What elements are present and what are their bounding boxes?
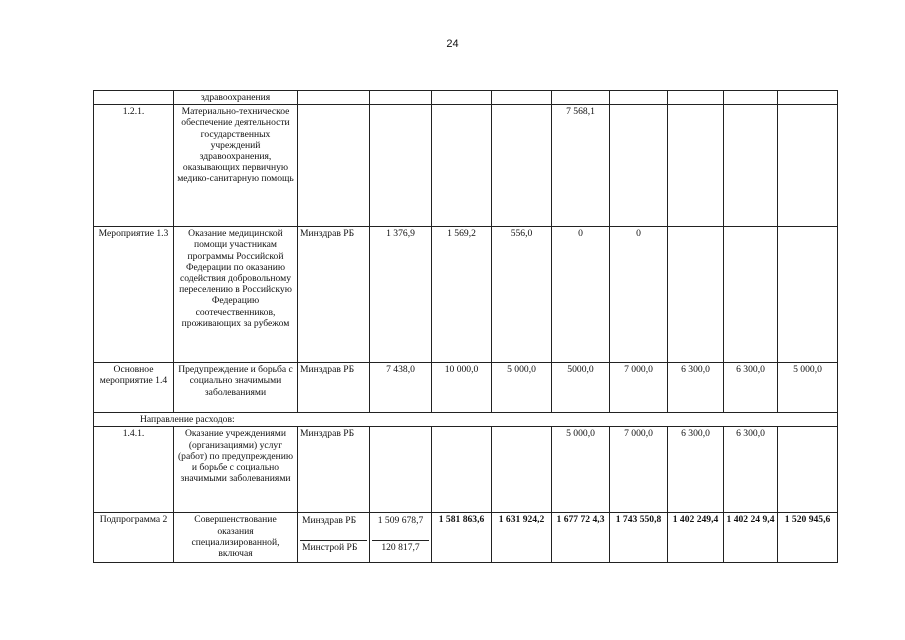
table-row <box>94 91 838 105</box>
page-number: 24 <box>446 38 459 50</box>
value-cell <box>370 427 432 513</box>
row-id <box>94 91 174 105</box>
value-cell: 1 402 24 9,4 <box>724 513 778 563</box>
row-executor <box>298 105 370 227</box>
table-row <box>94 427 838 513</box>
value-cell: 1 509 678,7 <box>377 515 424 527</box>
value-cell: 1 581 863,6 <box>432 513 492 563</box>
value-cell: 7 000,0 <box>610 427 668 513</box>
row-name: Предупреждение и борьба с социально значимыми заболеваниями <box>174 363 298 413</box>
value-cell <box>724 91 778 105</box>
value-cell <box>552 91 610 105</box>
value-cell: 7 438,0 <box>370 363 432 413</box>
value-cell: 1 402 249,4 <box>668 513 724 563</box>
value-cell: 556,0 <box>492 227 552 363</box>
value-cell: 120 817,7 <box>372 540 429 554</box>
subprogram-name: Совершенствование оказания специализированной, включая <box>174 513 298 563</box>
value-cell: 7 568,1 <box>552 105 610 227</box>
value-cell <box>370 91 432 105</box>
value-cell: 7 000,0 <box>610 363 668 413</box>
value-cell: 10 000,0 <box>432 363 492 413</box>
value-cell: 6 300,0 <box>724 363 778 413</box>
value-cell <box>610 91 668 105</box>
value-cell: 5000,0 <box>552 363 610 413</box>
value-cell: 5 000,0 <box>552 427 610 513</box>
value-cell: 1 569,2 <box>432 227 492 363</box>
subprogram-id: Подпрограмма 2 <box>94 513 174 563</box>
row-id: Мероприятие 1.3 <box>94 227 174 363</box>
value-cell: 5 000,0 <box>492 363 552 413</box>
value-cell: 6 300,0 <box>724 427 778 513</box>
value-cell <box>778 227 838 363</box>
value-cell: 0 <box>552 227 610 363</box>
row-name: Оказание медицинской помощи участникам программы Российской Федерации по оказанию содействия добровольному переселению в Российскую Федерацию соотечественников, проживающих за рубежом <box>174 227 298 363</box>
section-row <box>94 413 838 427</box>
row-executor: Минздрав РБ <box>298 427 370 513</box>
value-cell <box>432 105 492 227</box>
value-cell <box>610 105 668 227</box>
row-name: здравоохранения <box>174 91 298 105</box>
value-cell <box>724 227 778 363</box>
budget-table <box>93 90 838 563</box>
value-cell <box>370 105 432 227</box>
row-name: Оказание учреждениями (организациями) услуг (работ) по предупреждению и борьбе с социально значимыми заболеваниями <box>174 427 298 513</box>
value-cell <box>492 91 552 105</box>
value-cell: 1 631 924,2 <box>492 513 552 563</box>
value-cell: 1 677 72 4,3 <box>552 513 610 563</box>
value-cell <box>492 427 552 513</box>
executor-minstroy: Минстрой РБ <box>300 540 367 554</box>
value-cell <box>432 427 492 513</box>
value-cell <box>668 91 724 105</box>
value-cell: 1 743 550,8 <box>610 513 668 563</box>
value-cell <box>778 91 838 105</box>
section-label: Направление расходов: <box>94 413 838 427</box>
row-id: 1.4.1. <box>94 427 174 513</box>
value-cell: 5 000,0 <box>778 363 838 413</box>
value-cell: 1 376,9 <box>370 227 432 363</box>
table-row <box>94 363 838 413</box>
row-name: Материально-техническое обеспечение деятельности государственных учреждений здравоохранения, оказывающих первичную медико-санитарную помощь <box>174 105 298 227</box>
value-cell <box>778 105 838 227</box>
value-cell <box>724 105 778 227</box>
value-cell <box>432 91 492 105</box>
value-cell <box>668 227 724 363</box>
value-cell: 6 300,0 <box>668 427 724 513</box>
row-id: 1.2.1. <box>94 105 174 227</box>
table-row <box>94 105 838 227</box>
value-cell: 0 <box>610 227 668 363</box>
value-cell <box>778 427 838 513</box>
value-cell <box>668 105 724 227</box>
row-executor: Минздрав РБ <box>298 227 370 363</box>
row-id: Основное мероприятие 1.4 <box>94 363 174 413</box>
row-executor: Минздрав РБ <box>298 363 370 413</box>
value-cell <box>492 105 552 227</box>
subprogram-executors <box>298 513 370 563</box>
subprogram-row <box>94 513 838 563</box>
table-row <box>94 227 838 363</box>
value-cell: 1 520 945,6 <box>778 513 838 563</box>
value-cell: 6 300,0 <box>668 363 724 413</box>
subprogram-first-values <box>370 513 432 563</box>
row-executor <box>298 91 370 105</box>
executor-minzdrav: Минздрав РБ <box>302 515 357 527</box>
